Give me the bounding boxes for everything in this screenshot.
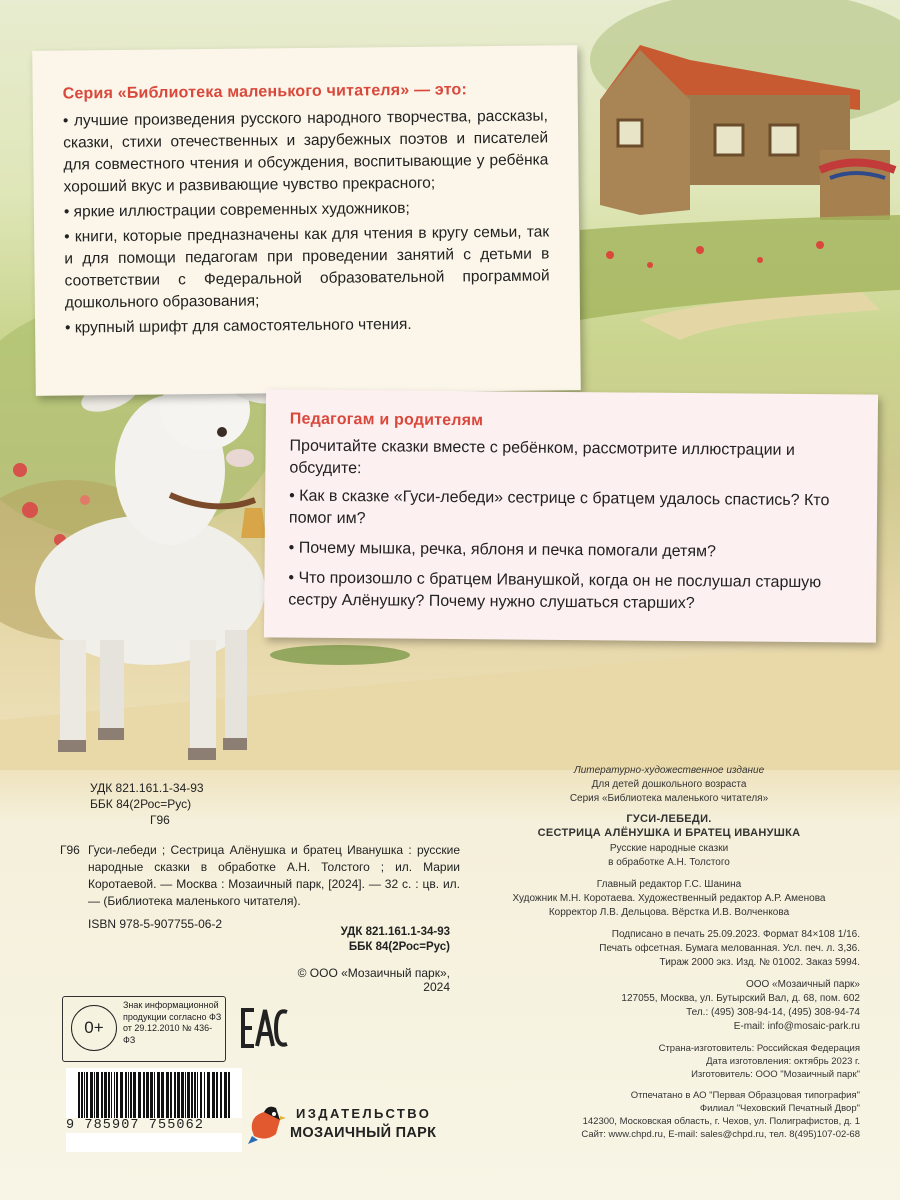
barcode-bar bbox=[187, 1072, 190, 1122]
company-name: ООО «Мозаичный парк» bbox=[745, 979, 860, 990]
series-feature-list bbox=[63, 105, 550, 339]
imprint-details bbox=[478, 764, 860, 1141]
barcode-bar bbox=[170, 1072, 172, 1122]
publisher-name: МОЗАИЧНЫЙ ПАРК bbox=[290, 1125, 437, 1141]
series-info-box bbox=[32, 45, 581, 396]
barcode-bar bbox=[220, 1072, 222, 1122]
barcode-bar bbox=[133, 1072, 136, 1122]
barcode-bar bbox=[104, 1072, 107, 1122]
manufacture-date: Дата изготовления: октябрь 2023 г. bbox=[706, 1056, 860, 1067]
barcode-bar bbox=[143, 1072, 145, 1122]
book-title-2: СЕСТРИЦА АЛЁНУШКА И БРАТЕЦ ИВАНУШКА bbox=[537, 827, 801, 839]
discussion-question: • Что произошло с братцем Иванушкой, когда он не послушал старшую сестру Алёнушку? Почему нужно слушаться старших? bbox=[288, 569, 822, 613]
barcode-bar bbox=[101, 1072, 103, 1122]
barcode-bar bbox=[130, 1072, 132, 1122]
bbk-code-right: ББК 84(2Рос=Рус) bbox=[348, 941, 450, 953]
record-text: Гуси-лебеди ; Сестрица Алёнушка и братец Иванушка : русские народные сказки в обработке А.Н. Толстого ; ил. Марии Коротаевой. — Москва : Мозаичный парк, [2024]. — 32 с. : цв. ил. — (Библиотека маленького читателя). bbox=[88, 843, 460, 908]
barcode-bar bbox=[216, 1072, 218, 1122]
company-address: 127055, Москва, ул. Бутырский Вал, д. 68, пом. 602 bbox=[621, 993, 860, 1004]
parents-info-box bbox=[264, 389, 878, 642]
print-specs bbox=[478, 928, 860, 970]
barcode-bar bbox=[86, 1072, 88, 1122]
manufacturing-info bbox=[478, 1042, 860, 1081]
barcode-bar bbox=[185, 1072, 186, 1122]
barcode-bar bbox=[116, 1072, 118, 1122]
publisher-bird-logo-icon bbox=[246, 1102, 286, 1146]
isbn: ISBN 978-5-907755-06-2 bbox=[88, 917, 223, 931]
barcode-bar bbox=[81, 1072, 83, 1122]
printer-line: Отпечатано в АО "Первая Образцовая типография" bbox=[630, 1090, 860, 1101]
series-feature-item: • яркие иллюстрации современных художников; bbox=[63, 199, 410, 221]
barcode-bar bbox=[191, 1072, 193, 1122]
age-group: Для детей дошкольного возраста bbox=[591, 779, 747, 790]
barcode-bar bbox=[194, 1072, 196, 1122]
author-mark: Г96 bbox=[150, 813, 170, 827]
barcode-bar bbox=[224, 1072, 227, 1122]
barcode-bar bbox=[120, 1072, 123, 1122]
udk-code-right: УДК 821.161.1-34-93 bbox=[340, 926, 450, 938]
barcode-bar bbox=[108, 1072, 110, 1122]
record-mark: Г96 bbox=[60, 843, 80, 857]
barcode-bar bbox=[207, 1072, 210, 1122]
series-feature-item: • лучшие произведения русского народного творчества, рассказы, сказки, стихи отечественных и зарубежных поэтов и писателей для совместного чтения и обсуждения, воспитывающие у ребёнка хороший вкус и развивающие чувство прекрасного; bbox=[62, 107, 549, 196]
copyright: © ООО «Мозаичный парк», 2024 bbox=[297, 966, 450, 994]
barcode-bar bbox=[228, 1072, 230, 1122]
barcode-bar bbox=[212, 1072, 215, 1122]
parents-box-intro: Прочитайте сказки вместе с ребёнком, рассмотрите иллюстрации и обсудите: bbox=[289, 437, 795, 478]
publisher-contacts bbox=[478, 978, 860, 1034]
bbk-code: ББК 84(2Рос=Рус) bbox=[90, 797, 192, 811]
barcode-bar bbox=[94, 1072, 95, 1122]
barcode-bar bbox=[174, 1072, 176, 1122]
series-feature-item: • книги, которые предназначены как для чтения в кругу семьи, так и для помощи педагогам при проведении занятий с детьми в соответствии с Федеральной образовательной программой дошкольного образования; bbox=[64, 223, 550, 312]
classification-codes-right bbox=[320, 925, 450, 955]
printer-info bbox=[478, 1089, 860, 1141]
book-title-1: ГУСИ-ЛЕБЕДИ. bbox=[626, 813, 712, 825]
barcode-bar bbox=[154, 1072, 155, 1122]
barcode-bar bbox=[138, 1072, 141, 1122]
discussion-questions bbox=[288, 486, 855, 617]
discussion-question: • Как в сказке «Гуси-лебеди» сестрице с братцем удалось спастись? Кто помог им? bbox=[288, 487, 830, 528]
barcode-icon bbox=[66, 1068, 242, 1152]
printer-line: Сайт: www.chpd.ru, E-mail: sales@chpd.ru, тел. 8(495)107-02-68 bbox=[581, 1129, 860, 1140]
country: Страна-изготовитель: Российская Федерация bbox=[658, 1043, 860, 1054]
parents-box-title: Педагогам и родителям bbox=[289, 410, 484, 430]
age-rating-box bbox=[62, 996, 226, 1062]
barcode-bar bbox=[181, 1072, 184, 1122]
corrector-credits: Корректор Л.В. Дельцова. Вёрстка И.В. Волченкова bbox=[548, 907, 790, 918]
udk-code: УДК 821.161.1-34-93 bbox=[90, 781, 204, 795]
print-type: Печать офсетная. Бумага мелованная. Усл. печ. л. 3,36. bbox=[599, 943, 860, 954]
barcode-bar bbox=[90, 1072, 93, 1122]
artist-credits: Художник М.Н. Коротаева. Художественный редактор А.Р. Аменова bbox=[512, 893, 826, 904]
age-rating-badge: 0+ bbox=[71, 1005, 117, 1051]
chief-editor: Главный редактор Г.С. Шанина bbox=[596, 879, 742, 890]
barcode-bar bbox=[150, 1072, 153, 1122]
series-feature-item: • крупный шрифт для самостоятельного чтения. bbox=[65, 315, 412, 337]
publisher-label: ИЗДАТЕЛЬСТВО bbox=[296, 1106, 432, 1121]
barcode-bar bbox=[161, 1072, 164, 1122]
barcode-bar bbox=[166, 1072, 169, 1122]
barcode-bar bbox=[84, 1072, 85, 1122]
barcode-bar bbox=[177, 1072, 180, 1122]
barcode-bar bbox=[204, 1072, 205, 1122]
print-run: Тираж 2000 экз. Изд. № 01002. Заказ 5994. bbox=[659, 957, 860, 968]
company-email: E-mail: info@mosaic-park.ru bbox=[733, 1021, 860, 1032]
discussion-question: • Почему мышка, речка, яблоня и печка помогали детям? bbox=[288, 539, 717, 561]
manufacturer: Изготовитель: ООО "Мозаичный парк" bbox=[691, 1069, 860, 1080]
barcode-bar bbox=[96, 1072, 99, 1122]
barcode-bar bbox=[111, 1072, 112, 1122]
barcode-bar bbox=[197, 1072, 198, 1122]
book-subtitle-2: в обработке А.Н. Толстого bbox=[608, 857, 730, 868]
edition-type: Литературно-художественное издание bbox=[573, 765, 765, 776]
printer-line: Филиал "Чеховский Печатный Двор" bbox=[699, 1103, 860, 1114]
company-phone: Тел.: (495) 308-94-14, (495) 308-94-74 bbox=[686, 1007, 860, 1018]
printer-line: 142300, Московская область, г. Чехов, ул. Полиграфистов, д. 1 bbox=[582, 1116, 860, 1127]
signed-date: Подписано в печать 25.09.2023. Формат 84×108 1/16. bbox=[611, 929, 860, 940]
classification-codes bbox=[90, 780, 460, 828]
barcode-bar bbox=[146, 1072, 149, 1122]
bibliographic-record bbox=[60, 842, 460, 933]
barcode-bar bbox=[128, 1072, 129, 1122]
barcode-bar bbox=[78, 1072, 80, 1122]
series-name: Серия «Библиотека маленького читателя» bbox=[569, 793, 769, 804]
series-box-title: Серия «Библиотека маленького читателя» — это: bbox=[62, 81, 468, 103]
barcode-bar bbox=[125, 1072, 127, 1122]
eac-mark-icon bbox=[240, 1006, 290, 1050]
book-subtitle-1: Русские народные сказки bbox=[609, 843, 729, 854]
barcode-bar bbox=[114, 1072, 115, 1122]
age-rating-text: Знак информационной продукции согласно ФЗ от 29.12.2010 № 436-ФЗ bbox=[123, 1000, 222, 1045]
barcode-bar bbox=[157, 1072, 160, 1122]
barcode-bar bbox=[200, 1072, 202, 1122]
barcode-digits: 9 785907 755062 bbox=[66, 1118, 242, 1133]
